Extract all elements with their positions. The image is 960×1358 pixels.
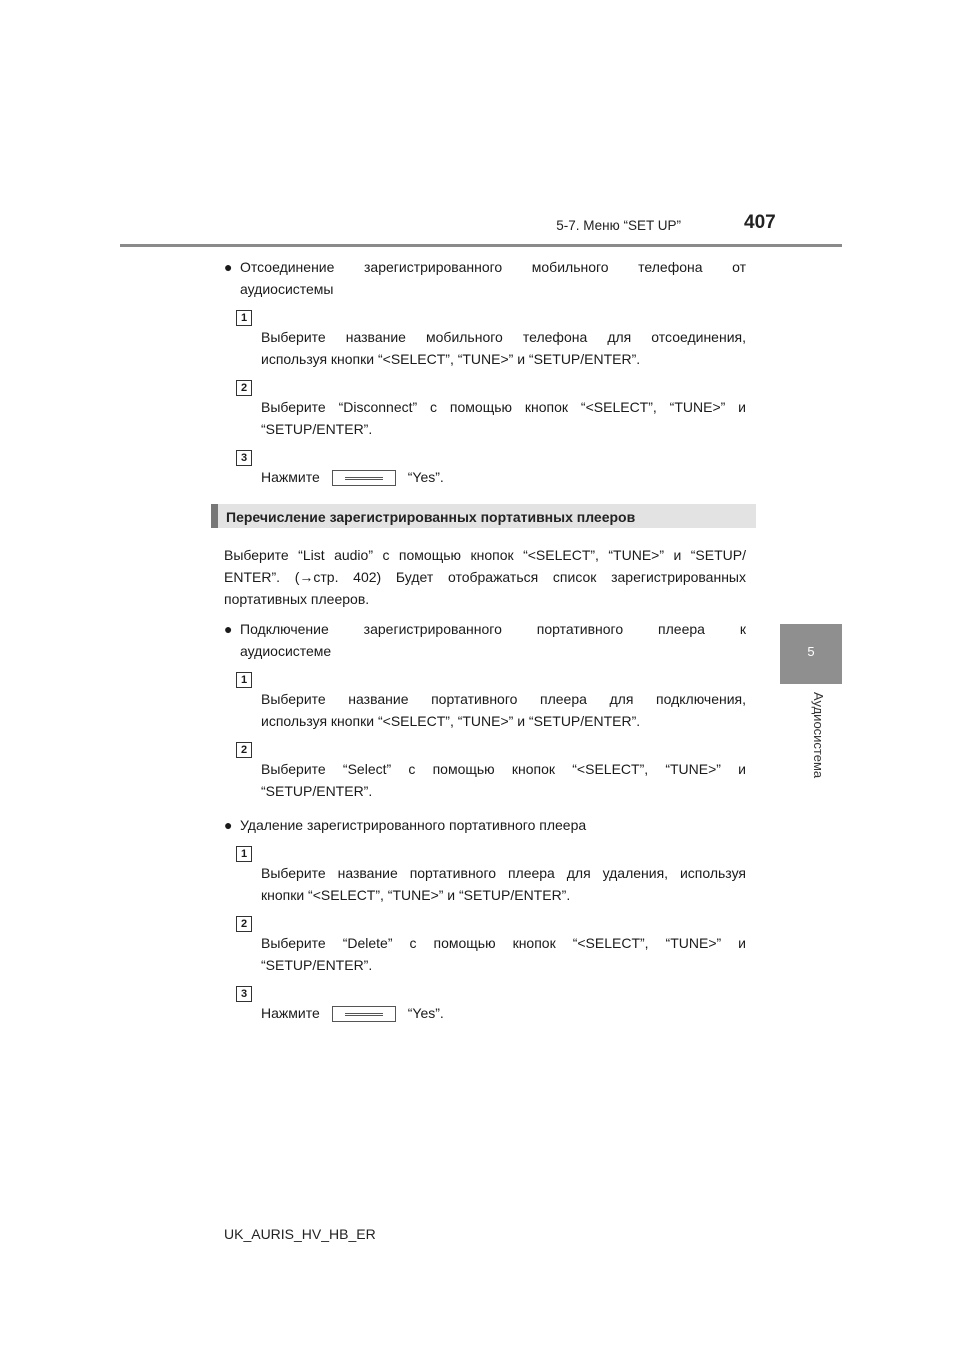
bullet-text-end: аудиосистемы (240, 281, 334, 297)
section-title: Перечисление зарегистрированных портативных плееров (226, 509, 636, 525)
step-text-prefix: Нажмите (261, 469, 320, 485)
page-content (224, 256, 746, 1036)
step (224, 382, 746, 440)
step (224, 452, 746, 488)
step (224, 988, 746, 1024)
step-text-line: Выберите “Disconnect” с помощью кнопок “<SELECT”, “TUNE>” и (261, 399, 746, 415)
step-text-line: Выберите название портативного плеера для подключения, (261, 691, 746, 707)
step-number: 1 (236, 310, 252, 326)
step-text-line: Выберите название мобильного телефона для отсоединения, (261, 329, 746, 345)
step-number: 2 (236, 380, 252, 396)
bullet-icon: ● (224, 259, 233, 275)
bullet-disconnect-phone (224, 256, 746, 300)
step-text-line: “SETUP/ENTER”. (261, 957, 373, 973)
step (224, 312, 746, 370)
step-number: 1 (236, 672, 252, 688)
step-number: 2 (236, 916, 252, 932)
footer-code: UK_AURIS_HV_HB_ER (224, 1226, 376, 1242)
bullet-icon: ● (224, 817, 233, 833)
bullet-text: Подключение зарегистрированного портативного плеера к (240, 621, 746, 637)
steering-switch-button-icon (332, 1006, 396, 1022)
bullet-text: Удаление зарегистрированного портативного плеера (240, 817, 587, 833)
step-number: 3 (236, 450, 252, 466)
header-title: 5-7. Меню “SET UP” (556, 218, 681, 233)
step-text-suffix: “Yes”. (407, 469, 444, 485)
step-text-line: “SETUP/ENTER”. (261, 421, 373, 437)
step-text-line: Выберите “Select” с помощью кнопок “<SELECT”, “TUNE>” и (261, 761, 746, 777)
step-text-line: используя кнопки “<SELECT”, “TUNE>” и “SETUP/ENTER”. (261, 713, 641, 729)
intro-line: портативных плееров. (224, 591, 370, 607)
step (224, 918, 746, 976)
step-text-line: Выберите “Delete” с помощью кнопок “<SELECT”, “TUNE>” и (261, 935, 746, 951)
step-text-suffix: “Yes”. (407, 1005, 444, 1021)
step-number: 3 (236, 986, 252, 1002)
bullet-connect-player (224, 618, 746, 662)
step-text-line: Выберите название портативного плеера для удаления, используя (261, 865, 746, 881)
step-text-prefix: Нажмите (261, 1005, 320, 1021)
step-text-line: используя кнопки “<SELECT”, “TUNE>” и “SETUP/ENTER”. (261, 351, 641, 367)
step (224, 848, 746, 906)
bullet-delete-player (224, 814, 746, 836)
page-number: 407 (744, 212, 776, 233)
intro-line: ENTER”. (→стр. 402) Будет отображаться список зарегистрированных (224, 569, 746, 585)
side-tab-label: Аудиосистема (811, 692, 826, 779)
section-intro (224, 544, 746, 610)
step-text-line: кнопки “<SELECT”, “TUNE>” и “SETUP/ENTER”. (261, 887, 571, 903)
header-rule (120, 244, 842, 247)
steering-switch-button-icon (332, 470, 396, 486)
step (224, 674, 746, 732)
side-tab-number: 5 (807, 644, 815, 659)
step-number: 1 (236, 846, 252, 862)
side-tab (780, 624, 842, 684)
step-number: 2 (236, 742, 252, 758)
section-header (211, 504, 756, 528)
step-text-line: “SETUP/ENTER”. (261, 783, 373, 799)
bullet-text-end: аудиосистеме (240, 643, 332, 659)
bullet-icon: ● (224, 621, 233, 637)
bullet-text: Отсоединение зарегистрированного мобильного телефона от (240, 259, 746, 275)
step (224, 744, 746, 802)
intro-line: Выберите “List audio” с помощью кнопок “<SELECT”, “TUNE>” и “SETUP/ (224, 547, 746, 563)
